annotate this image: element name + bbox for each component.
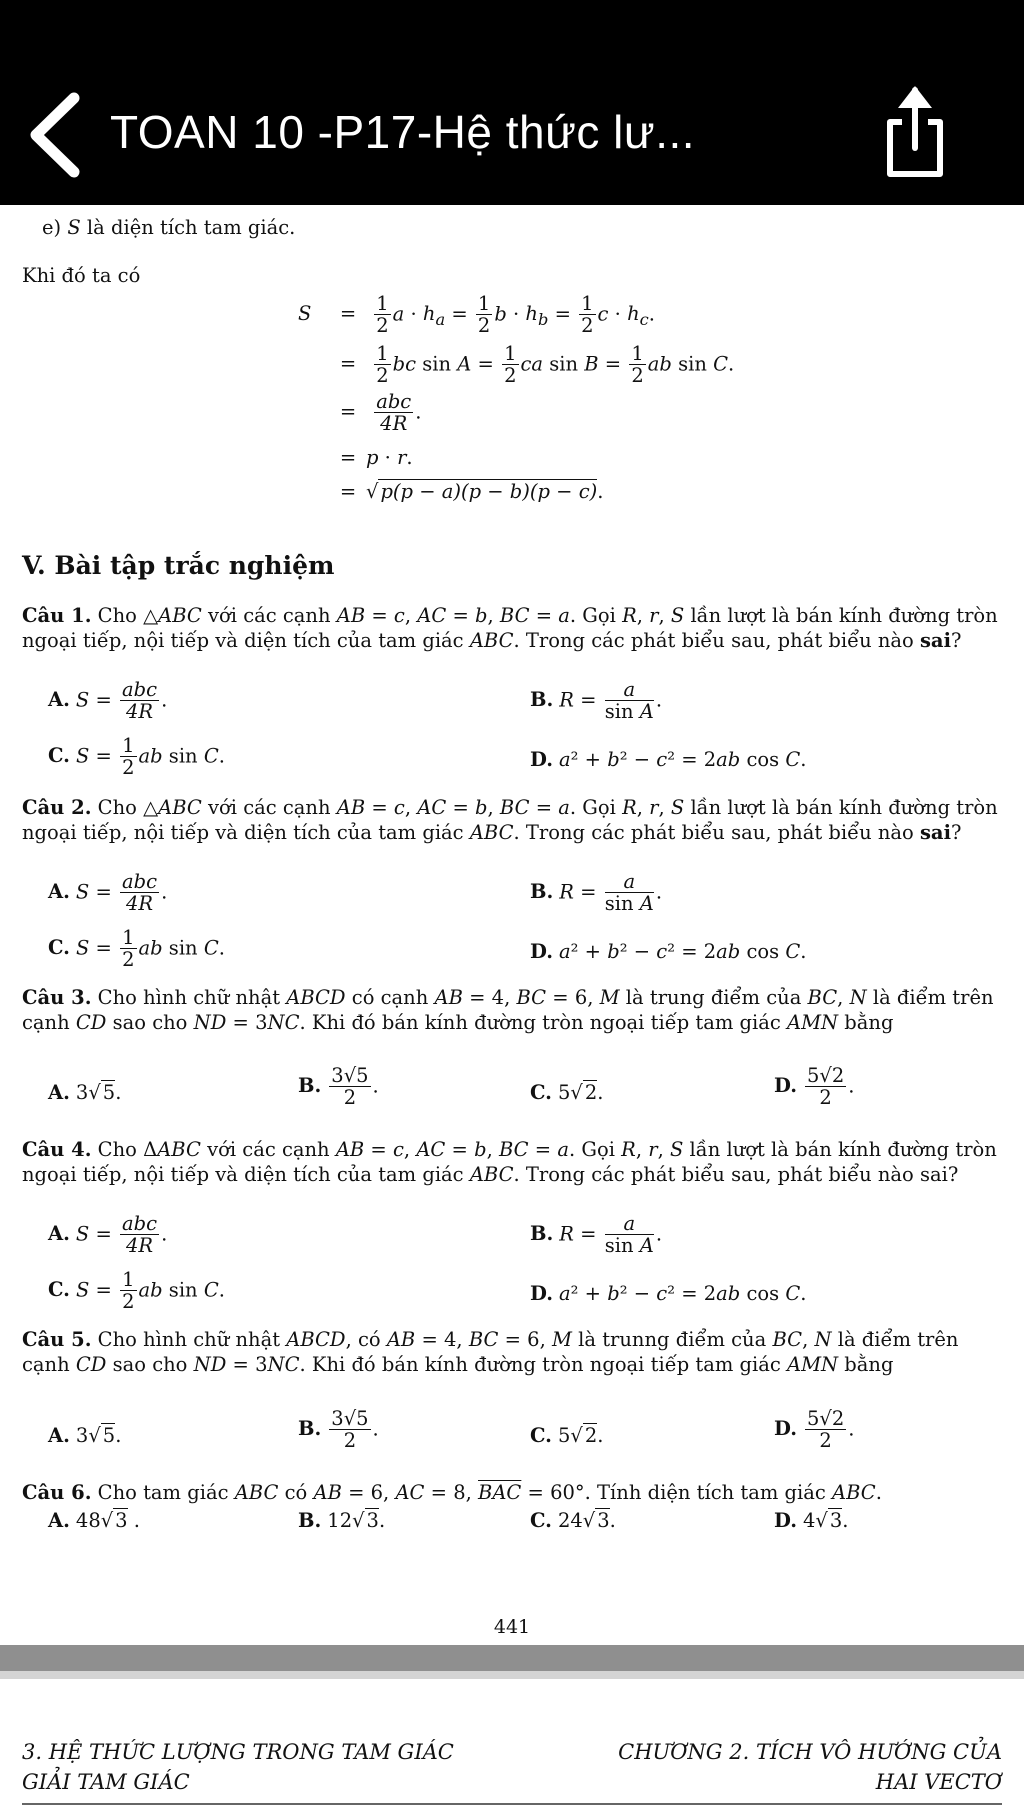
formula-lhs: S [298, 302, 312, 326]
q3-option-c[interactable]: C. 5√ 2. [530, 1081, 604, 1104]
item-e: e) S là diện tích tam giác. [42, 216, 296, 239]
formula-row-4: = p · r. [339, 446, 413, 469]
q3-option-d[interactable]: D. $\frac{5√2}{2}$ . [774, 1064, 855, 1110]
question-3: Câu 3. Cho hình chữ nhật ABCD có cạnh AB = 4, BC = 6, M là trung điểm của BC, N là điểm trên cạnh CD sao cho ND = 3NC. Khi đó bán kính đường tròn ngoại tiếp tam giác AMN bằng [22, 986, 994, 1035]
q2-option-c[interactable]: C. S = $\frac{1}{2}$ ab sin C. [48, 926, 225, 972]
q6-option-a[interactable]: A. 48√ 3 . [48, 1509, 140, 1532]
page-separator-shadow [0, 1671, 1024, 1679]
khi-do-text: Khi đó ta có [22, 264, 141, 287]
q1-option-c[interactable]: C. S = $\frac{1}{2}$ ab sin C. [48, 734, 225, 780]
q2-option-d[interactable]: D. a² + b² − c² = 2ab cos C. [530, 940, 807, 963]
running-header-left: 3. HỆ THỨC LƯỢNG TRONG TAM GIÁC GIẢI TAM GIÁC [22, 1740, 454, 1795]
question-1: Câu 1. Cho △ABC với các cạnh AB = c, AC = b, BC = a. Gọi R, r, S lần lượt là bán kính đường tròn ngoại tiếp, nội tiếp và diện tích của tam giác ABC. Trong các phát biểu sau, phát biểu nào sai? [22, 604, 998, 653]
q4-option-d[interactable]: D. a² + b² − c² = 2ab cos C. [530, 1282, 807, 1305]
q6-option-d[interactable]: D. 4√ 3. [774, 1509, 849, 1532]
q2-option-b[interactable]: B. R = $\frac{a}{\text{sin A}}$ . [530, 870, 663, 916]
title-bar [0, 0, 1024, 205]
formula-row-5: = √ p(p − a)(p − b)(p − c). [339, 480, 604, 503]
share-icon[interactable] [880, 82, 950, 180]
formula-row-3: = abc 4R . [339, 390, 422, 436]
document-page [0, 205, 1024, 1638]
q5-option-c[interactable]: C. 5√ 2. [530, 1424, 604, 1447]
formula-row-2: = $\frac{1}{2}$ bc sin A = $\frac{1}{2}$ ca sin B = $\frac{1}{2}$ ab sin C. [339, 342, 735, 388]
q4-option-b[interactable]: B. R = $\frac{a}{\text{sin A}}$ . [530, 1212, 663, 1258]
q1-option-b[interactable]: B. R = $\frac{a}{\text{sin A}}$ . [530, 678, 663, 724]
question-4: Câu 4. Cho ΔABC với các cạnh AB = c, AC = b, BC = a. Gọi R, r, S lần lượt là bán kính đường tròn ngoại tiếp, nội tiếp và diện tích của tam giác ABC. Trong các phát biểu sau, phát biểu nào sai? [22, 1138, 997, 1187]
next-page-header [0, 1679, 1024, 1818]
q4-option-c[interactable]: C. S = $\frac{1}{2}$ ab sin C. [48, 1268, 225, 1314]
q5-option-d[interactable]: D. $\frac{5√2}{2}$ . [774, 1407, 855, 1453]
header-rule [22, 1803, 1002, 1805]
q6-option-b[interactable]: B. 12√ 3. [298, 1509, 386, 1532]
q3-option-a[interactable]: A. 3√ 5. [48, 1081, 122, 1104]
question-2: Câu 2. Cho △ABC với các cạnh AB = c, AC = b, BC = a. Gọi R, r, S lần lượt là bán kính đường tròn ngoại tiếp, nội tiếp và diện tích của tam giác ABC. Trong các phát biểu sau, phát biểu nào sai? [22, 796, 998, 845]
q1-option-d[interactable]: D. a² + b² − c² = 2ab cos C. [530, 748, 807, 771]
page-separator [0, 1645, 1024, 1671]
section-title: V. Bài tập trắc nghiệm [22, 551, 335, 580]
question-6: Câu 6. Cho tam giác ABC có AB = 6, AC = 8, $\overline{BAC} = 60^\circ$. Tính diện tích tam giác ABC. [22, 1481, 882, 1504]
q5-option-b[interactable]: B. $\frac{3√5}{2}$ . [298, 1407, 379, 1453]
q2-option-a[interactable]: A. S = abc 4R . [48, 870, 168, 916]
chevron-left-icon[interactable] [22, 92, 94, 178]
q3-option-b[interactable]: B. $\frac{3√5}{2}$ . [298, 1064, 379, 1110]
question-5: Câu 5. Cho hình chữ nhật ABCD, có AB = 4, BC = 6, M là trunng điểm của BC, N là điểm trên cạnh CD sao cho ND = 3NC. Khi đó bán kính đường tròn ngoại tiếp tam giác AMN bằng [22, 1328, 959, 1377]
q4-option-a[interactable]: A. S = abc 4R . [48, 1212, 168, 1258]
q1-option-a[interactable]: A. S = abc 4R . [48, 678, 168, 724]
formula-row-1: S = $\frac{1}{2}$ $a \cdot h_a$ = $\frac{1}{2}$ $b \cdot h_b$ = $\frac{1}{2}$ $c \cdot h_c$. [298, 292, 655, 338]
running-header-right: CHƯƠNG 2. TÍCH VÔ HƯỚNG CỦA HAI VECTƠ [618, 1740, 1002, 1795]
q6-option-c[interactable]: C. 24√ 3. [530, 1509, 616, 1532]
document-title: TOAN 10 -P17-Hệ thức lư... [110, 106, 696, 158]
page-number: 441 [493, 1616, 531, 1638]
q5-option-a[interactable]: A. 3√ 5. [48, 1424, 122, 1447]
